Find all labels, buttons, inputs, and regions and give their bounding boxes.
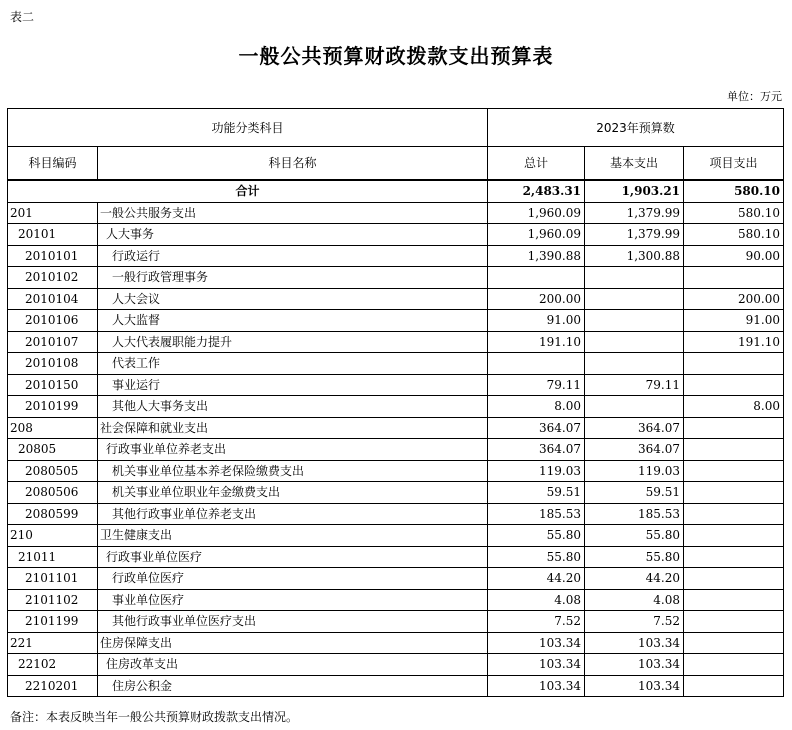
row-code: 2101101: [8, 568, 98, 590]
row-code: 2210201: [8, 675, 98, 697]
summary-total: 2,483.31: [488, 180, 585, 202]
table-row: [8, 632, 784, 654]
table-row: [8, 525, 784, 547]
row-total: 8.00: [488, 396, 585, 418]
row-basic: 103.34: [585, 675, 684, 697]
table-row: [8, 245, 784, 267]
row-project: [684, 417, 784, 439]
project-header: 项目支出: [684, 147, 784, 181]
row-total: 185.53: [488, 503, 585, 525]
table-row: [8, 288, 784, 310]
row-total: 55.80: [488, 546, 585, 568]
row-code: 20101: [8, 224, 98, 246]
row-total: 103.34: [488, 654, 585, 676]
table-row: [8, 503, 784, 525]
row-total: [488, 353, 585, 375]
table-row: [8, 546, 784, 568]
row-total: 4.08: [488, 589, 585, 611]
row-basic: 119.03: [585, 460, 684, 482]
unit-label: 单位：万元: [727, 90, 782, 103]
row-total: 119.03: [488, 460, 585, 482]
summary-project: 580.10: [684, 180, 784, 202]
row-name: 行政运行: [98, 245, 488, 267]
row-code: 208: [8, 417, 98, 439]
row-basic: [585, 310, 684, 332]
row-code: 2080506: [8, 482, 98, 504]
row-total: 103.34: [488, 675, 585, 697]
table-row: [8, 331, 784, 353]
budget-table: [7, 108, 784, 697]
row-name: 社会保障和就业支出: [98, 417, 488, 439]
row-name: 人大事务: [98, 224, 488, 246]
row-project: [684, 482, 784, 504]
row-total: 364.07: [488, 417, 585, 439]
row-name: 其他人大事务支出: [98, 396, 488, 418]
row-name: 人大会议: [98, 288, 488, 310]
summary-basic: 1,903.21: [585, 180, 684, 202]
row-total: 1,960.09: [488, 202, 585, 224]
row-name: 住房改革支出: [98, 654, 488, 676]
row-code: 20805: [8, 439, 98, 461]
row-code: 2010108: [8, 353, 98, 375]
row-code: 221: [8, 632, 98, 654]
row-name: 事业单位医疗: [98, 589, 488, 611]
row-code: 2101199: [8, 611, 98, 633]
row-project: 8.00: [684, 396, 784, 418]
summary-row: [8, 180, 784, 202]
row-code: 210: [8, 525, 98, 547]
row-code: 2010107: [8, 331, 98, 353]
header-row-2: [8, 147, 784, 181]
row-total: 44.20: [488, 568, 585, 590]
row-name: 人大监督: [98, 310, 488, 332]
row-name: 事业运行: [98, 374, 488, 396]
row-code: 2101102: [8, 589, 98, 611]
row-basic: [585, 353, 684, 375]
row-total: 1,390.88: [488, 245, 585, 267]
row-code: 2010150: [8, 374, 98, 396]
row-project: [684, 353, 784, 375]
row-total: 59.51: [488, 482, 585, 504]
row-project: [684, 374, 784, 396]
table-row: [8, 417, 784, 439]
row-basic: 1,300.88: [585, 245, 684, 267]
row-project: 580.10: [684, 224, 784, 246]
row-project: [684, 632, 784, 654]
row-project: 91.00: [684, 310, 784, 332]
table-row: [8, 460, 784, 482]
table-row: [8, 589, 784, 611]
functional-category-header: 功能分类科目: [8, 109, 488, 147]
row-basic: 1,379.99: [585, 224, 684, 246]
row-basic: [585, 267, 684, 289]
total-header: 总计: [488, 147, 585, 181]
page-title: 一般公共预算财政拨款支出预算表: [238, 44, 554, 68]
row-name: 人大代表履职能力提升: [98, 331, 488, 353]
table-row: [8, 654, 784, 676]
row-basic: 364.07: [585, 417, 684, 439]
row-name: 行政事业单位养老支出: [98, 439, 488, 461]
footnote: 备注：本表反映当年一般公共预算财政拨款支出情况。: [10, 710, 299, 724]
table-row: [8, 310, 784, 332]
row-code: 22102: [8, 654, 98, 676]
row-code: 201: [8, 202, 98, 224]
row-project: 200.00: [684, 288, 784, 310]
table-row: [8, 611, 784, 633]
row-total: 200.00: [488, 288, 585, 310]
row-code: 2010101: [8, 245, 98, 267]
row-name: 代表工作: [98, 353, 488, 375]
row-name: 机关事业单位职业年金缴费支出: [98, 482, 488, 504]
row-total: 1,960.09: [488, 224, 585, 246]
row-basic: [585, 331, 684, 353]
row-project: [684, 589, 784, 611]
row-basic: 55.80: [585, 525, 684, 547]
row-name: 卫生健康支出: [98, 525, 488, 547]
table-row: [8, 396, 784, 418]
row-name: 行政事业单位医疗: [98, 546, 488, 568]
row-name: 其他行政事业单位养老支出: [98, 503, 488, 525]
budget-year-header: 2023年预算数: [488, 109, 784, 147]
basic-header: 基本支出: [585, 147, 684, 181]
row-basic: 7.52: [585, 611, 684, 633]
summary-label: 合计: [8, 180, 488, 202]
row-total: 79.11: [488, 374, 585, 396]
row-basic: 55.80: [585, 546, 684, 568]
row-name: 住房保障支出: [98, 632, 488, 654]
table-number-label: 表二: [10, 10, 35, 24]
row-basic: 44.20: [585, 568, 684, 590]
row-total: 191.10: [488, 331, 585, 353]
row-project: [684, 611, 784, 633]
row-project: [684, 460, 784, 482]
row-code: 2010104: [8, 288, 98, 310]
row-code: 2010106: [8, 310, 98, 332]
row-total: 55.80: [488, 525, 585, 547]
row-name: 一般行政管理事务: [98, 267, 488, 289]
row-project: [684, 675, 784, 697]
row-name: 一般公共服务支出: [98, 202, 488, 224]
row-basic: 364.07: [585, 439, 684, 461]
row-basic: 103.34: [585, 632, 684, 654]
row-project: [684, 267, 784, 289]
row-basic: 103.34: [585, 654, 684, 676]
row-project: [684, 525, 784, 547]
table-row: [8, 374, 784, 396]
row-code: 2080599: [8, 503, 98, 525]
table-row: [8, 224, 784, 246]
row-code: 2010199: [8, 396, 98, 418]
name-header: 科目名称: [98, 147, 488, 181]
row-project: [684, 503, 784, 525]
row-code: 2080505: [8, 460, 98, 482]
code-header: 科目编码: [8, 147, 98, 181]
row-code: 21011: [8, 546, 98, 568]
row-total: 7.52: [488, 611, 585, 633]
row-project: 580.10: [684, 202, 784, 224]
row-name: 行政单位医疗: [98, 568, 488, 590]
row-name: 机关事业单位基本养老保险缴费支出: [98, 460, 488, 482]
row-basic: [585, 396, 684, 418]
row-basic: 4.08: [585, 589, 684, 611]
table-row: [8, 267, 784, 289]
row-total: [488, 267, 585, 289]
row-project: [684, 546, 784, 568]
row-project: [684, 439, 784, 461]
row-total: 103.34: [488, 632, 585, 654]
table-row: [8, 482, 784, 504]
row-code: 2010102: [8, 267, 98, 289]
row-basic: 79.11: [585, 374, 684, 396]
row-basic: 185.53: [585, 503, 684, 525]
row-name: 住房公积金: [98, 675, 488, 697]
row-project: 191.10: [684, 331, 784, 353]
row-project: [684, 654, 784, 676]
row-basic: 1,379.99: [585, 202, 684, 224]
row-total: 364.07: [488, 439, 585, 461]
row-name: 其他行政事业单位医疗支出: [98, 611, 488, 633]
row-basic: [585, 288, 684, 310]
table-row: [8, 568, 784, 590]
table-row: [8, 439, 784, 461]
table-row: [8, 202, 784, 224]
row-total: 91.00: [488, 310, 585, 332]
header-row-1: [8, 109, 784, 147]
row-project: 90.00: [684, 245, 784, 267]
table-row: [8, 675, 784, 697]
table-row: [8, 353, 784, 375]
row-project: [684, 568, 784, 590]
row-basic: 59.51: [585, 482, 684, 504]
